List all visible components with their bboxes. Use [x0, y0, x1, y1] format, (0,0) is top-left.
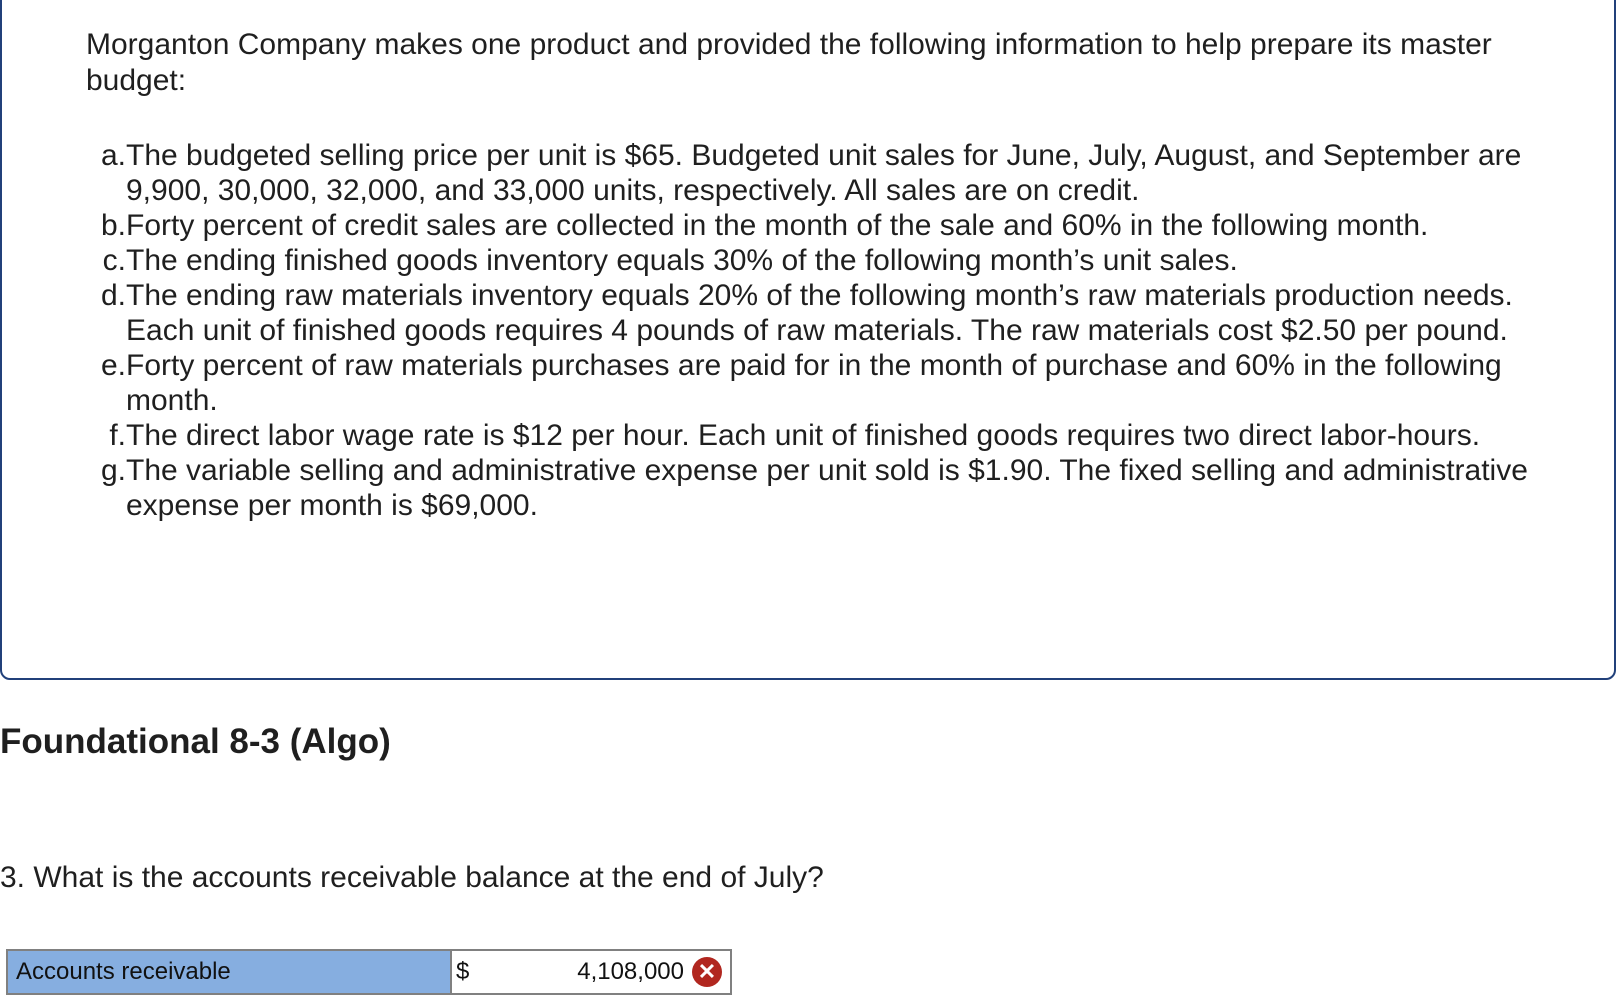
condition-letter: e.: [100, 349, 126, 382]
incorrect-icon: ✕: [692, 957, 722, 987]
condition-text: Forty percent of raw materials purchases are paid for in the month of purchase and 60% in the following month.: [126, 349, 1502, 417]
problem-intro: Morganton Company makes one product and provided the following information to help prepare its master budget:: [86, 28, 1492, 97]
condition-text: The direct labor wage rate is $12 per hour. Each unit of finished goods requires two direct labor-hours.: [126, 419, 1481, 452]
currency-symbol: $: [456, 958, 470, 985]
conditions-list: [86, 138, 1566, 523]
condition-item: [86, 243, 1566, 278]
condition-item: [86, 208, 1566, 243]
answer-table: [6, 949, 732, 995]
condition-letter: d.: [100, 279, 126, 312]
condition-text: The ending raw materials inventory equals 20% of the following month’s raw materials production needs. Each unit of finished goods requires 4 pounds of raw materials. The raw materials cost $2.50 per pound.: [126, 279, 1513, 347]
condition-item: [86, 138, 1566, 208]
answer-cell: [452, 951, 730, 993]
condition-letter: a.: [100, 139, 126, 172]
accounts-receivable-input[interactable]: [478, 958, 688, 986]
condition-letter: b.: [100, 209, 126, 242]
condition-letter: g.: [100, 454, 126, 487]
answer-row-label: Accounts receivable: [8, 951, 452, 993]
section-title: Foundational 8-3 (Algo): [0, 722, 391, 761]
condition-item: [86, 278, 1566, 348]
condition-text: The budgeted selling price per unit is $65. Budgeted unit sales for June, July, August, and September are 9,900, 30,000, 32,000, and 33,000 units, respectively. All sales are on credit.: [126, 139, 1522, 207]
condition-item: [86, 348, 1566, 418]
condition-item: [86, 418, 1566, 453]
question-text: 3. What is the accounts receivable balance at the end of July?: [0, 861, 824, 894]
condition-text: The variable selling and administrative expense per unit sold is $1.90. The fixed selling and administrative expense per month is $69,000.: [126, 454, 1528, 522]
condition-item: [86, 453, 1566, 523]
condition-letter: f.: [109, 419, 126, 452]
condition-text: Forty percent of credit sales are collected in the month of the sale and 60% in the following month.: [126, 209, 1429, 242]
condition-letter: c.: [102, 244, 126, 277]
condition-text: The ending finished goods inventory equals 30% of the following month’s unit sales.: [126, 244, 1238, 277]
